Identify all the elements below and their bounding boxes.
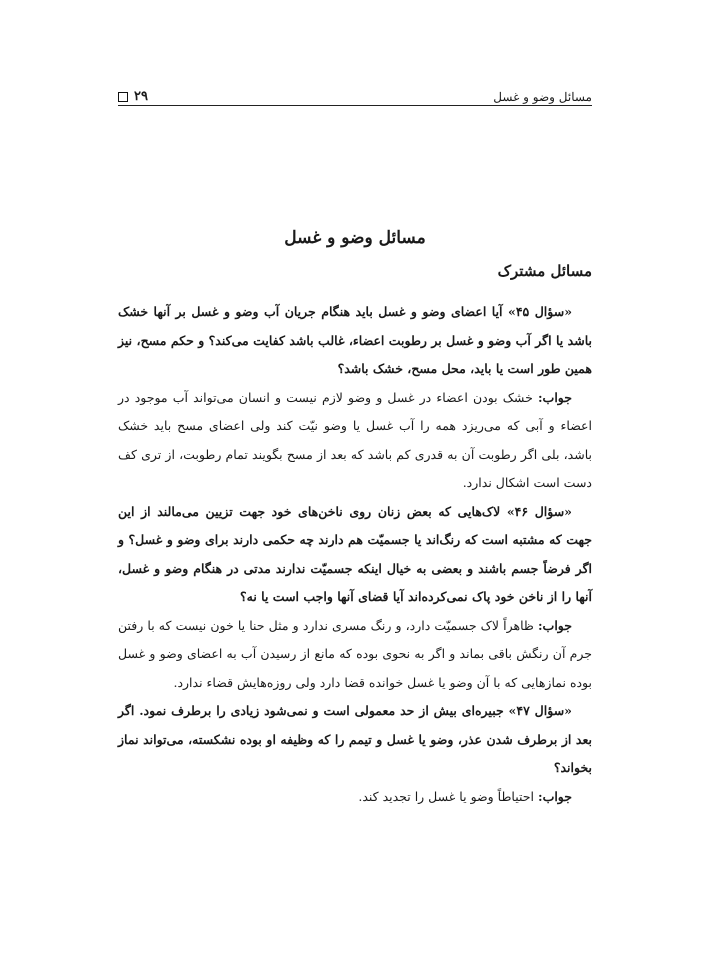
answer-label: جواب: <box>537 389 572 405</box>
page-body <box>118 298 592 811</box>
answer-text: احتیاطاً وضو یا غسل را تجدید کند. <box>358 788 534 804</box>
question-47: «سؤال ۴۷» جبیره‌ای بیش از حد معمولی است و نمی‌شود زیادی را برطرف نمود. اگر بعد از برطرف شدن عذر، وضو یا غسل و تیمم را که وظیفه او بوده نشکسته، می‌تواند نماز بخواند؟ <box>118 703 592 775</box>
question-45: «سؤال ۴۵» آیا اعضای وضو و غسل باید هنگام جریان آب وضو و غسل بر آنها خشک باشد یا اگر آب وضو و غسل بر رطوبت اعضاء، غالب باشد کفایت می‌کند؟ و حکم مسح، نیز همین طور است یا باید، محل مسح، خشک باشد؟ <box>118 304 592 376</box>
answer-text: خشک بودن اعضاء در غسل و وضو لازم نیست و انسان می‌تواند آب موجود در اعضاء و آبی که می‌ریزد همه را آب غسل یا وضو نیّت کند ولی اعضای مسح باید خشک باشد، بلی اگر رطوبت آن به قدری کم باشد که بعد از مسح بگویند تمام رطوبت، از تری کف دست است اشکال ندارد. <box>118 389 592 490</box>
answer-label: جواب: <box>537 617 572 633</box>
page-header <box>118 82 592 104</box>
chapter-title: مسائل وضو و غسل <box>284 228 426 248</box>
page-number: ۲۹ <box>134 89 148 104</box>
section-title: مسائل مشترک <box>497 262 592 280</box>
header-rule <box>118 105 592 106</box>
question-46: «سؤال ۴۶» لاک‌هایی که بعض زنان روی ناخن‌های خود جهت تزیین می‌مالند از این جهت که مشتبه است که رنگ‌اند یا جسمیّت هم دارند چه حکمی دارند برای وضو و غسل؟ و اگر فرضاً جسم باشند و بعضی به خیال اینکه جسمیّت ندارند مدتی در هنگام وضو و غسل، آنها را از ناخن خود پاک نمی‌کرده‌اند آیا قضای آنها واجب است یا نه؟ <box>118 503 592 604</box>
running-title: مسائل وضو و غسل <box>493 90 592 104</box>
answer-text: ظاهراً لاک جسمیّت دارد، و رنگ مسری ندارد و مثل حنا یا خون نیست که با رفتن جرم آن رنگش باقی بماند و اگر به نحوی بوده که مانع از رسیدن آب به اعضای وضو و غسل بوده نمازهایی که با آن وضو یا غسل خوانده قضا دارد ولی روزه‌هایش قضاء ندارد. <box>118 617 592 690</box>
answer-46 <box>118 612 592 698</box>
page-number-block <box>118 89 148 104</box>
answer-label: جواب: <box>537 788 572 804</box>
answer-45 <box>118 384 592 498</box>
square-icon <box>118 92 128 102</box>
answer-47 <box>118 783 592 812</box>
